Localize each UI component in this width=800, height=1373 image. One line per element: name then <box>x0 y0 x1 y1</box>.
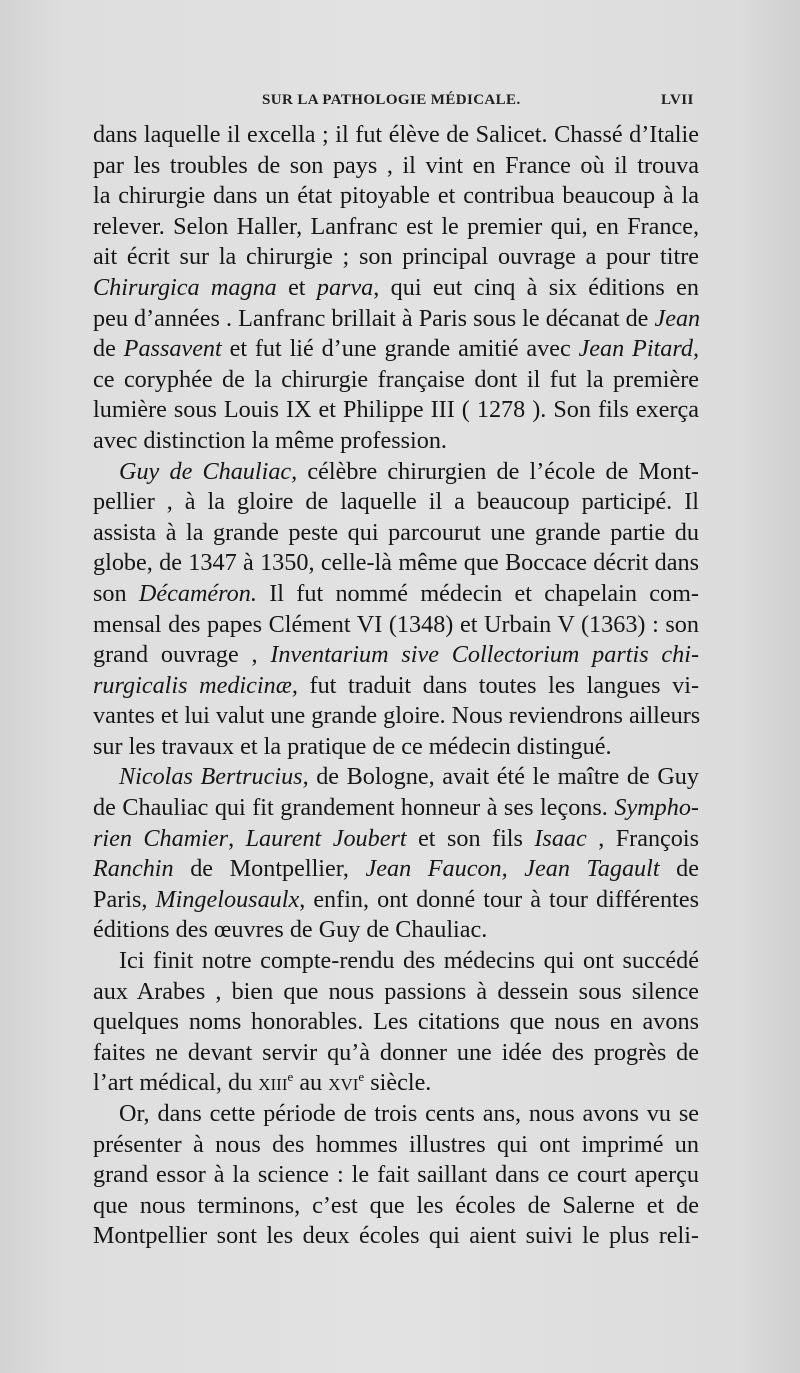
text-segment: peu d’années . Lanfranc brillait à Paris sous le décanat de <box>93 304 655 332</box>
text-line <box>93 640 699 671</box>
text-segment: faites ne devant servir qu’à donner une idée des progrès de <box>93 1038 699 1066</box>
text-line <box>93 120 699 151</box>
text-line <box>93 426 699 457</box>
text-segment: et son fils <box>406 824 535 852</box>
text-segment: éditions des œuvres de Guy de Chauliac. <box>93 916 488 944</box>
text-segment: Jean Pitard, <box>578 335 700 363</box>
text-line <box>93 548 699 579</box>
text-line <box>93 151 699 182</box>
text-segment: vantes et lui valut une grande gloire. Nous reviendrons ailleurs <box>93 702 701 730</box>
text-segment: Mingelousaulx <box>155 885 300 913</box>
text-line <box>93 212 699 243</box>
page-header <box>0 92 800 112</box>
text-segment: parva <box>316 273 374 301</box>
text-line <box>93 885 699 916</box>
text-segment: siècle. <box>364 1069 432 1097</box>
text-line <box>93 1160 699 1191</box>
text-line <box>93 395 699 426</box>
text-line <box>93 977 699 1008</box>
text-line <box>93 701 699 732</box>
text-segment: Isaac <box>534 824 587 852</box>
text-segment: Paris, <box>93 885 156 913</box>
text-line <box>93 181 699 212</box>
text-segment: assista à la grande peste qui parcourut une grande partie du <box>93 518 699 546</box>
text-segment: au <box>293 1069 329 1097</box>
text-segment: par les troubles de son pays , il vint en France où il trouva <box>93 151 699 179</box>
text-segment: Il fut nommé médecin et chapelain com- <box>256 579 699 607</box>
text-segment: Or, dans cette période de trois cents ans, nous avons vu se <box>119 1100 699 1127</box>
text-segment: et fut lié d’une grande amitié avec <box>221 335 579 363</box>
text-segment: Jean <box>654 304 701 332</box>
text-segment: de Bologne, avait été le maître de Guy <box>308 763 699 791</box>
text-segment: Jean Faucon, Jean Tagault <box>365 855 660 883</box>
text-line <box>93 579 699 610</box>
text-line <box>93 854 699 885</box>
text-line <box>93 1007 699 1038</box>
text-line <box>93 1191 699 1222</box>
text-segment: grand ouvrage , <box>93 641 271 669</box>
text-segment: aux Arabes , bien que nous passions à dessein sous silence <box>93 977 699 1005</box>
text-segment: relever. Selon Haller, Lanfranc est le premier qui, en France, <box>93 212 699 240</box>
text-segment: rurgicalis medicinæ, <box>93 671 298 699</box>
text-segment: son <box>93 579 139 607</box>
text-segment: avec distinction la même profession. <box>93 426 447 454</box>
text-segment: célèbre chirurgien de l’école de Mont- <box>297 457 699 485</box>
text-line <box>93 1099 699 1130</box>
text-segment: sur les travaux et la pratique de ce médecin distingué. <box>93 732 612 760</box>
text-segment: de Chauliac qui fit grandement honneur à ses leçons. <box>93 794 615 822</box>
text-line <box>93 732 699 763</box>
text-line <box>93 518 699 549</box>
text-segment: Chirurgica magna <box>93 273 277 301</box>
text-segment: Passavent <box>123 335 222 363</box>
text-segment: et <box>276 273 317 301</box>
text-line <box>93 273 699 304</box>
text-segment: Ici finit notre compte-rendu des médecins qui ont succédé <box>119 947 699 975</box>
text-segment: quelques noms honorables. Les citations que nous en avons <box>93 1008 699 1036</box>
text-line <box>93 793 699 824</box>
text-segment: grand essor à la science : le fait saillant dans ce court aperçu <box>93 1161 699 1189</box>
text-line <box>93 487 699 518</box>
text-segment: de <box>93 335 124 363</box>
text-segment: Guy de Chauliac, <box>119 457 298 485</box>
text-line <box>93 1068 699 1099</box>
text-segment: pellier , à la gloire de laquelle il a beaucoup participé. Il <box>93 488 699 516</box>
text-segment: xiii <box>258 1069 288 1097</box>
text-segment: , François <box>586 824 700 852</box>
text-line <box>93 946 699 977</box>
text-segment: Sympho- <box>614 794 699 822</box>
text-segment: e <box>287 1069 294 1085</box>
text-line <box>93 1038 699 1069</box>
text-segment: globe, de 1347 à 1350, celle-là même que Boccace décrit dans <box>93 549 699 577</box>
text-segment: , enfin, ont donné tour à tour différentes <box>299 885 699 913</box>
text-segment: Décaméron. <box>138 579 257 607</box>
text-segment: dans laquelle il excella ; il fut élève de Salicet. Chassé d’Italie <box>93 121 699 148</box>
text-segment: que nous terminons, c’est que les écoles de Salerne et de <box>93 1191 699 1219</box>
text-segment: Ranchin <box>93 855 174 883</box>
text-line <box>93 304 699 335</box>
text-line <box>93 610 699 641</box>
text-segment: Nicolas Bertrucius, <box>119 763 309 791</box>
text-segment: xvi <box>328 1069 359 1097</box>
text-segment: Laurent Joubert <box>245 824 407 852</box>
text-segment: , <box>228 824 246 852</box>
text-segment: e <box>358 1069 365 1085</box>
text-segment: Inventarium sive Collectorium partis chi- <box>270 641 699 669</box>
text-line <box>93 365 699 396</box>
text-segment: mensal des papes Clément VI (1348) et Urbain V (1363) : son <box>93 610 699 638</box>
text-line <box>93 1130 699 1161</box>
text-segment: Montpellier sont les deux écoles qui aient suivi le plus reli- <box>93 1222 699 1250</box>
page-number: LVII <box>661 92 694 108</box>
text-segment: ce coryphée de la chirurgie française dont il fut la première <box>93 365 699 393</box>
text-line <box>93 915 699 946</box>
text-line <box>93 457 699 488</box>
text-segment: la chirurgie dans un état pitoyable et contribua beaucoup à la <box>93 182 699 210</box>
text-segment: , qui eut cinq à six éditions en <box>373 273 699 301</box>
text-line <box>93 334 699 365</box>
body-text <box>93 120 699 1252</box>
running-title: SUR LA PATHOLOGIE MÉDICALE. <box>262 92 521 108</box>
text-segment: présenter à nous des hommes illustres qui ont imprimé un <box>93 1130 699 1158</box>
text-line <box>93 671 699 702</box>
text-segment: de Montpellier, <box>173 855 366 883</box>
text-line <box>93 762 699 793</box>
text-segment: de <box>659 855 699 883</box>
text-segment: rien Chamier <box>93 824 229 852</box>
text-segment: lumière sous Louis IX et Philippe III ( 1278 ). Son fils exerça <box>93 396 699 424</box>
text-segment: l’art médical, du <box>93 1069 259 1097</box>
text-segment: ait écrit sur la chirurgie ; son principal ouvrage a pour titre <box>93 243 699 271</box>
text-line <box>93 824 699 855</box>
text-line <box>93 242 699 273</box>
text-line <box>93 1221 699 1252</box>
text-segment: fut traduit dans toutes les langues vi- <box>297 671 699 699</box>
